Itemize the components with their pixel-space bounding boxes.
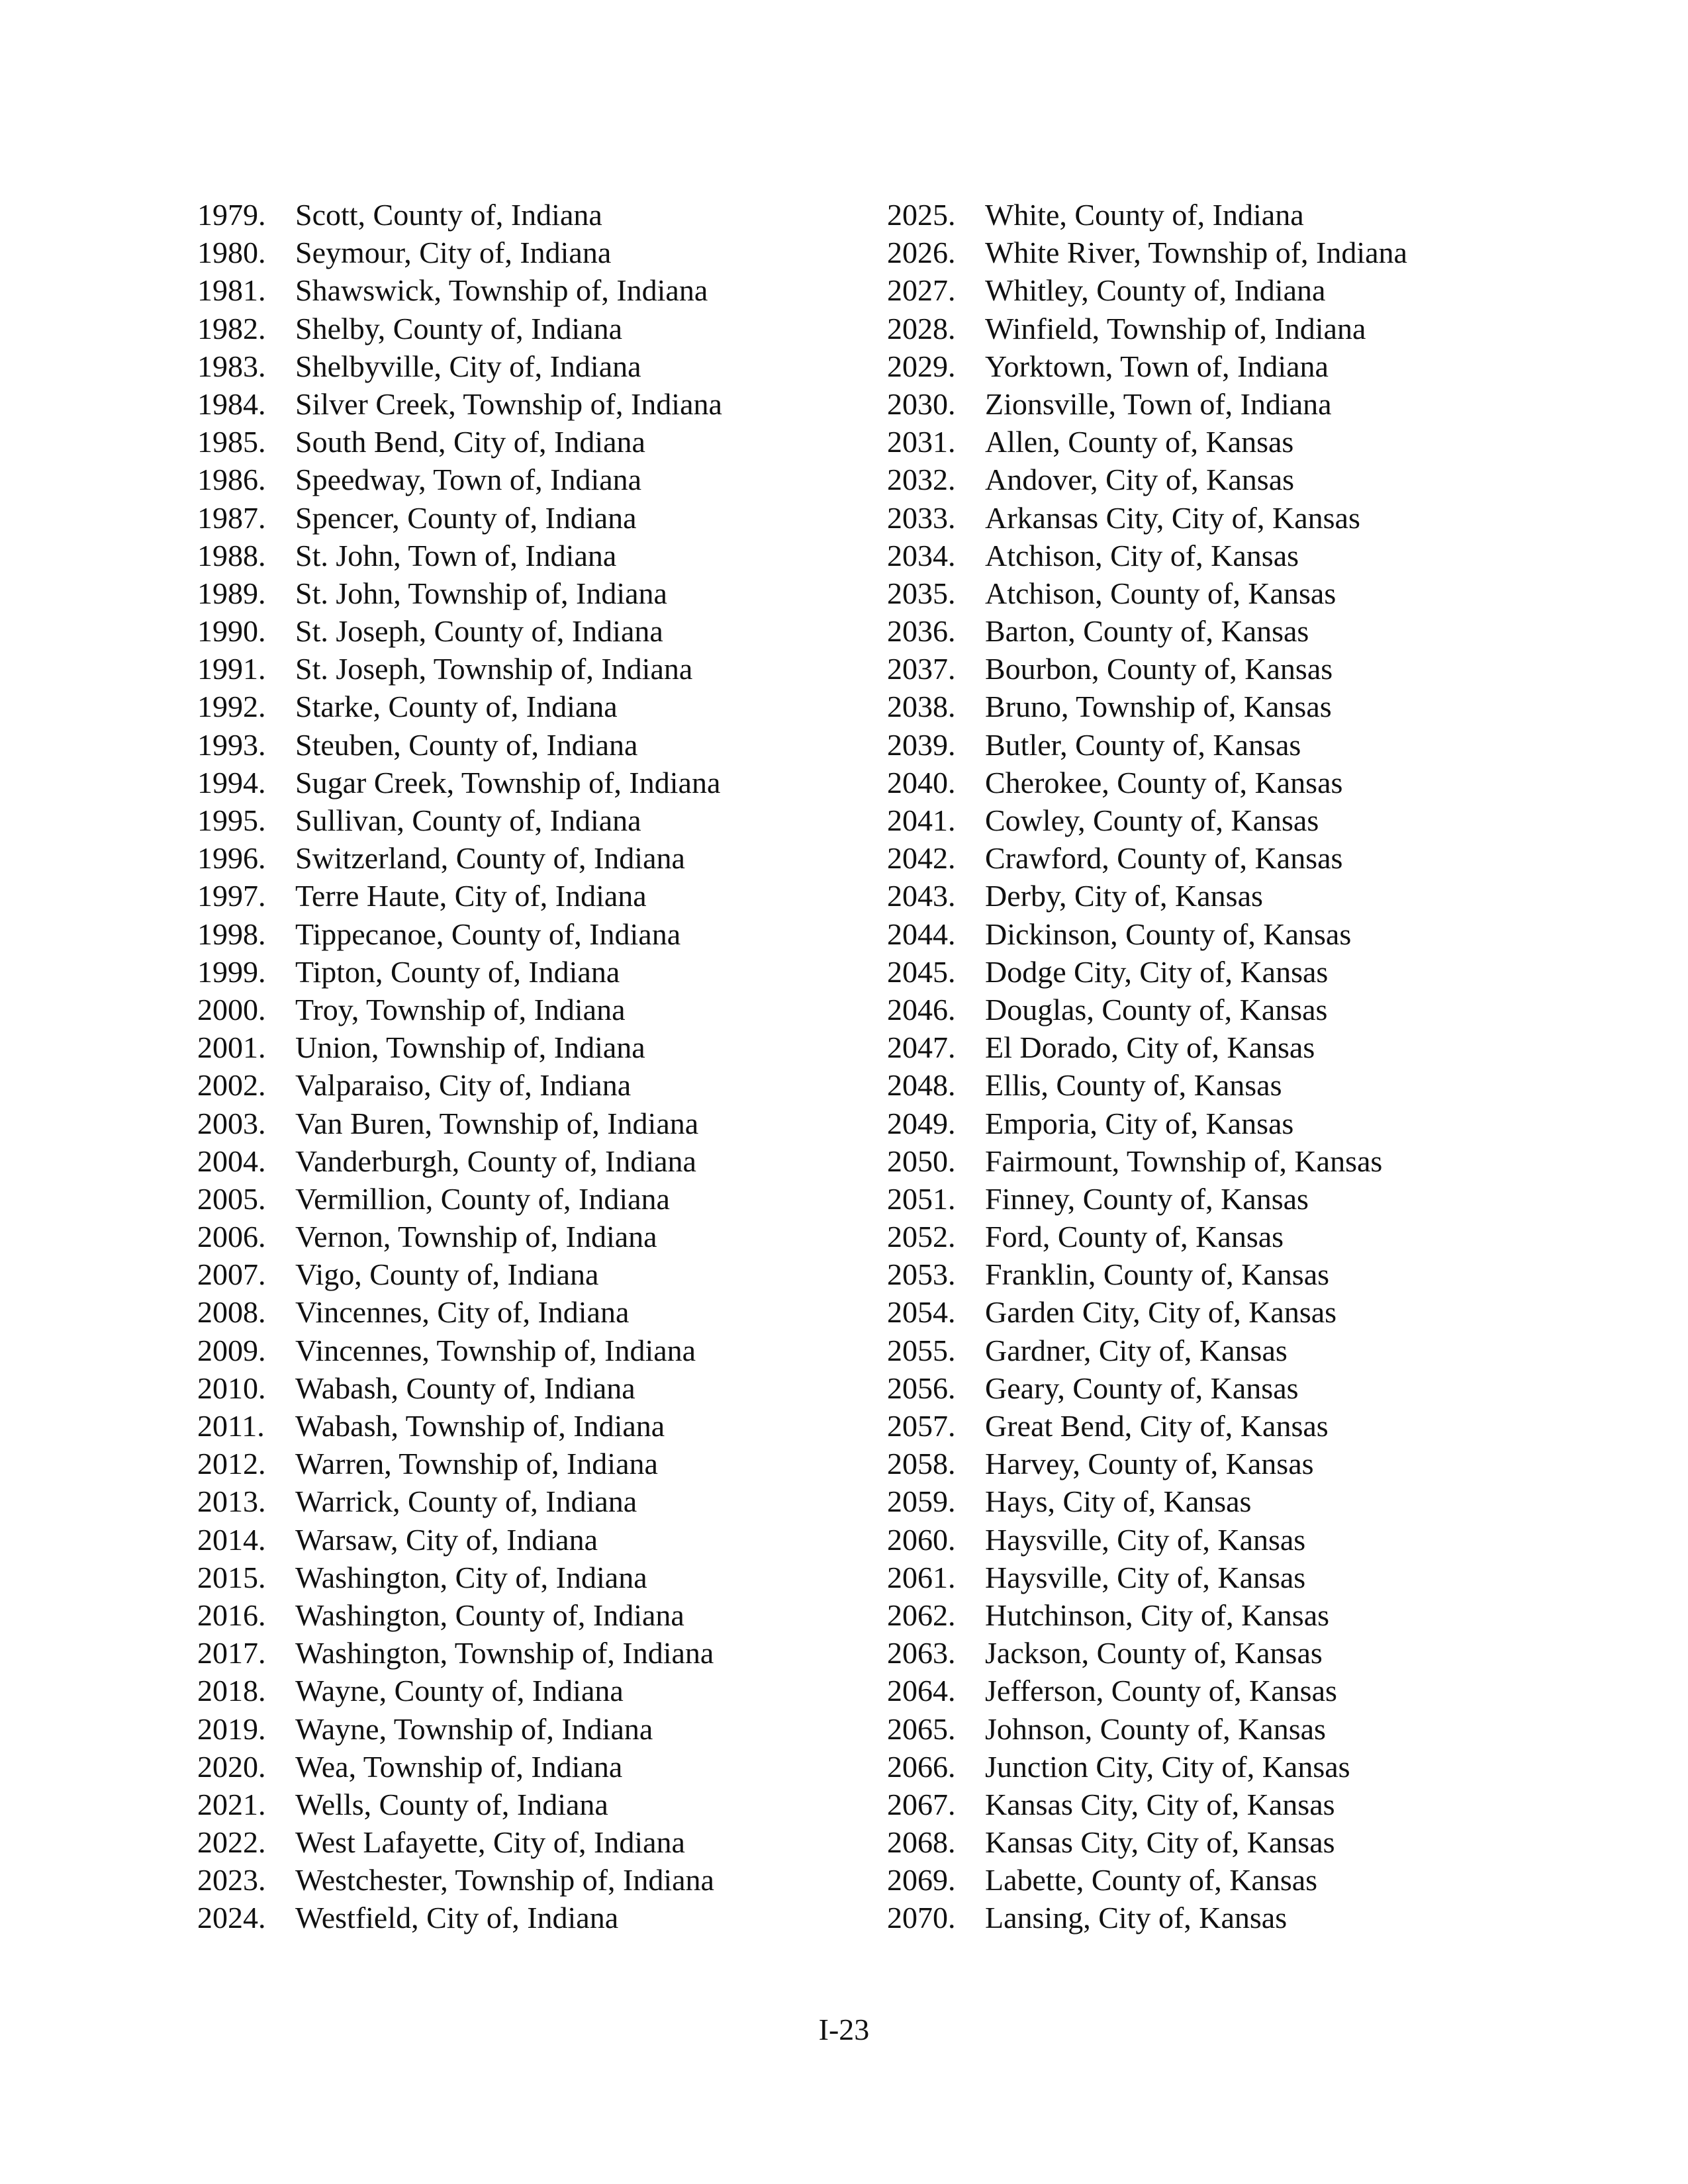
- list-item: [887, 801, 1407, 839]
- entry-name: Westfield, City of, Indiana: [295, 1901, 619, 1935]
- entry-number: 2017.: [197, 1636, 266, 1670]
- entry-name: Labette, County of, Kansas: [985, 1863, 1318, 1897]
- list-item: [887, 1786, 1407, 1823]
- entry-number: 2006.: [197, 1220, 266, 1254]
- entry-name: Wells, County of, Indiana: [295, 1787, 608, 1821]
- entry-name: Arkansas City, City of, Kansas: [985, 500, 1360, 535]
- list-item: [197, 423, 722, 461]
- entry-number: 2053.: [887, 1257, 956, 1292]
- list-item: [197, 1823, 722, 1861]
- entry-number: 2008.: [197, 1295, 266, 1330]
- list-item: [197, 1293, 722, 1331]
- list-item: [197, 1786, 722, 1823]
- entry-number: 1997.: [197, 879, 266, 913]
- entry-name: Shelbyville, City of, Indiana: [295, 349, 641, 383]
- list-item: [887, 953, 1407, 991]
- entry-number: 2021.: [197, 1787, 266, 1821]
- entry-name: Vermillion, County of, Indiana: [295, 1181, 670, 1216]
- entry-name: West Lafayette, City of, Indiana: [295, 1825, 685, 1860]
- entry-name: Sullivan, County of, Indiana: [295, 803, 641, 837]
- list-item: [197, 271, 722, 309]
- entry-name: Tipton, County of, Indiana: [295, 954, 620, 989]
- entry-number: 2007.: [197, 1257, 266, 1292]
- entry-name: Jefferson, County of, Kansas: [985, 1674, 1337, 1708]
- entry-number: 2051.: [887, 1181, 956, 1216]
- entry-name: Ellis, County of, Kansas: [985, 1068, 1282, 1103]
- entry-name: Seymour, City of, Indiana: [295, 236, 612, 270]
- list-item: [887, 1634, 1407, 1672]
- list-item: [197, 877, 722, 915]
- entry-name: Washington, County of, Indiana: [295, 1598, 684, 1632]
- list-item: [887, 1445, 1407, 1482]
- entry-number: 2058.: [887, 1447, 956, 1481]
- entry-number: 2044.: [887, 917, 956, 951]
- entry-name: St. John, Town of, Indiana: [295, 538, 617, 572]
- entry-name: Butler, County of, Kansas: [985, 727, 1301, 762]
- entry-number: 1991.: [197, 652, 266, 686]
- entry-name: Dodge City, City of, Kansas: [985, 954, 1329, 989]
- entry-name: Vincennes, City of, Indiana: [295, 1295, 630, 1330]
- entry-number: 2049.: [887, 1106, 956, 1140]
- entry-name: Vernon, Township of, Indiana: [295, 1220, 657, 1254]
- list-item: [197, 1218, 722, 1255]
- list-item: [197, 196, 722, 234]
- list-item: [887, 1180, 1407, 1218]
- entry-number: 2029.: [887, 349, 956, 383]
- entry-number: 2055.: [887, 1333, 956, 1367]
- entry-number: 2022.: [197, 1825, 266, 1860]
- entry-name: Barton, County of, Kansas: [985, 614, 1309, 649]
- list-item: [887, 991, 1407, 1028]
- entry-number: 2042.: [887, 841, 956, 876]
- entry-number: 2031.: [887, 425, 956, 459]
- list-item: [197, 726, 722, 764]
- entry-number: 2054.: [887, 1295, 956, 1330]
- entry-number: 1979.: [197, 198, 266, 232]
- entry-number: 1989.: [197, 576, 266, 610]
- list-item: [197, 234, 722, 271]
- left-entry-column: [197, 196, 722, 1937]
- list-item: [887, 726, 1407, 764]
- list-item: [887, 839, 1407, 877]
- entry-number: 1990.: [197, 614, 266, 649]
- entry-number: 2037.: [887, 652, 956, 686]
- entry-number: 2016.: [197, 1598, 266, 1632]
- entry-number: 1998.: [197, 917, 266, 951]
- entry-number: 2003.: [197, 1106, 266, 1140]
- entry-name: Valparaiso, City of, Indiana: [295, 1068, 632, 1103]
- list-item: [197, 1066, 722, 1104]
- entry-number: 1993.: [197, 727, 266, 762]
- list-item: [197, 1369, 722, 1407]
- list-item: [197, 1634, 722, 1672]
- list-item: [887, 461, 1407, 498]
- entry-number: 1995.: [197, 803, 266, 837]
- entry-name: Gardner, City of, Kansas: [985, 1333, 1288, 1367]
- entry-number: 1999.: [197, 954, 266, 989]
- entry-number: 2065.: [887, 1711, 956, 1746]
- entry-number: 2050.: [887, 1144, 956, 1178]
- entry-name: Scott, County of, Indiana: [295, 198, 602, 232]
- list-item: [197, 499, 722, 537]
- entry-number: 2013.: [197, 1484, 266, 1519]
- entry-number: 1988.: [197, 538, 266, 572]
- list-item: [197, 1142, 722, 1180]
- entry-number: 2010.: [197, 1371, 266, 1405]
- entry-name: Harvey, County of, Kansas: [985, 1447, 1314, 1481]
- list-item: [197, 385, 722, 423]
- entry-number: 2025.: [887, 198, 956, 232]
- list-item: [887, 877, 1407, 915]
- entry-name: Spencer, County of, Indiana: [295, 500, 637, 535]
- list-item: [197, 1332, 722, 1369]
- entry-name: Washington, Township of, Indiana: [295, 1636, 714, 1670]
- entry-name: Great Bend, City of, Kansas: [985, 1409, 1329, 1443]
- entry-name: Ford, County of, Kansas: [985, 1220, 1284, 1254]
- entry-name: Warrick, County of, Indiana: [295, 1484, 637, 1519]
- entry-name: Cowley, County of, Kansas: [985, 803, 1319, 837]
- list-item: [887, 1028, 1407, 1066]
- list-item: [197, 1861, 722, 1899]
- list-item: [197, 310, 722, 347]
- entry-number: 2011.: [197, 1409, 265, 1443]
- entry-name: Vincennes, Township of, Indiana: [295, 1333, 696, 1367]
- entry-name: Speedway, Town of, Indiana: [295, 463, 642, 497]
- list-item: [887, 650, 1407, 688]
- entry-name: Winfield, Township of, Indiana: [985, 311, 1366, 345]
- entry-number: 2059.: [887, 1484, 956, 1519]
- entry-number: 2060.: [887, 1522, 956, 1557]
- list-item: [197, 1180, 722, 1218]
- entry-number: 2004.: [197, 1144, 266, 1178]
- entry-number: 2048.: [887, 1068, 956, 1103]
- entry-name: Wea, Township of, Indiana: [295, 1749, 623, 1784]
- list-item: [887, 1521, 1407, 1559]
- list-item: [887, 1332, 1407, 1369]
- entry-name: Franklin, County of, Kansas: [985, 1257, 1330, 1292]
- entry-number: 2001.: [197, 1030, 266, 1065]
- list-item: [197, 915, 722, 953]
- list-item: [197, 1105, 722, 1142]
- entry-number: 2070.: [887, 1901, 956, 1935]
- entry-name: Haysville, City of, Kansas: [985, 1560, 1306, 1594]
- entry-number: 1994.: [197, 765, 266, 799]
- entry-name: Shawswick, Township of, Indiana: [295, 273, 708, 308]
- entry-name: Hays, City of, Kansas: [985, 1484, 1252, 1519]
- entry-name: Wayne, Township of, Indiana: [295, 1711, 653, 1746]
- list-item: [887, 1899, 1407, 1936]
- list-item: [197, 1559, 722, 1596]
- entry-number: 2069.: [887, 1863, 956, 1897]
- list-item: [197, 537, 722, 574]
- list-item: [887, 1218, 1407, 1255]
- entry-number: 2068.: [887, 1825, 956, 1860]
- list-item: [887, 1142, 1407, 1180]
- entry-name: Whitley, County of, Indiana: [985, 273, 1326, 308]
- entry-number: 1992.: [197, 690, 266, 724]
- list-item: [197, 953, 722, 991]
- list-item: [887, 915, 1407, 953]
- entry-name: Vigo, County of, Indiana: [295, 1257, 599, 1292]
- list-item: [887, 1066, 1407, 1104]
- entry-name: Jackson, County of, Kansas: [985, 1636, 1323, 1670]
- list-item: [887, 1293, 1407, 1331]
- entry-number: 1983.: [197, 349, 266, 383]
- entry-number: 2024.: [197, 1901, 266, 1935]
- list-item: [887, 612, 1407, 650]
- entry-number: 2015.: [197, 1560, 266, 1594]
- entry-name: Bourbon, County of, Kansas: [985, 652, 1333, 686]
- list-item: [887, 310, 1407, 347]
- entry-name: Allen, County of, Kansas: [985, 425, 1294, 459]
- list-item: [887, 537, 1407, 574]
- list-item: [887, 1255, 1407, 1293]
- entry-number: 2030.: [887, 387, 956, 421]
- entry-name: Fairmount, Township of, Kansas: [985, 1144, 1383, 1178]
- entry-number: 2027.: [887, 273, 956, 308]
- entry-name: Garden City, City of, Kansas: [985, 1295, 1337, 1330]
- entry-name: Washington, City of, Indiana: [295, 1560, 647, 1594]
- entry-name: Silver Creek, Township of, Indiana: [295, 387, 722, 421]
- list-item: [887, 1861, 1407, 1899]
- list-item: [887, 1672, 1407, 1709]
- entry-number: 1984.: [197, 387, 266, 421]
- entry-number: 1985.: [197, 425, 266, 459]
- list-item: [887, 423, 1407, 461]
- entry-number: 2040.: [887, 765, 956, 799]
- list-item: [887, 1596, 1407, 1634]
- list-item: [887, 1369, 1407, 1407]
- entry-number: 1986.: [197, 463, 266, 497]
- entry-name: Emporia, City of, Kansas: [985, 1106, 1294, 1140]
- list-item: [887, 1482, 1407, 1520]
- entry-number: 2057.: [887, 1409, 956, 1443]
- list-item: [887, 1407, 1407, 1445]
- page-number: I-23: [818, 2013, 870, 2046]
- list-item: [197, 1482, 722, 1520]
- entry-number: 1980.: [197, 236, 266, 270]
- entry-name: Atchison, City of, Kansas: [985, 538, 1299, 572]
- entry-number: 2036.: [887, 614, 956, 649]
- entry-name: Sugar Creek, Township of, Indiana: [295, 765, 721, 799]
- entry-number: 1996.: [197, 841, 266, 876]
- entry-name: Lansing, City of, Kansas: [985, 1901, 1288, 1935]
- entry-name: Junction City, City of, Kansas: [985, 1749, 1350, 1784]
- entry-name: Warren, Township of, Indiana: [295, 1447, 658, 1481]
- list-item: [197, 991, 722, 1028]
- entry-name: Haysville, City of, Kansas: [985, 1522, 1306, 1557]
- entry-name: Van Buren, Township of, Indiana: [295, 1106, 699, 1140]
- entry-name: Douglas, County of, Kansas: [985, 992, 1328, 1026]
- entry-number: 2034.: [887, 538, 956, 572]
- entry-number: 2032.: [887, 463, 956, 497]
- entry-name: Atchison, County of, Kansas: [985, 576, 1336, 610]
- entry-number: 2002.: [197, 1068, 266, 1103]
- list-item: [197, 574, 722, 612]
- entry-name: Derby, City of, Kansas: [985, 879, 1263, 913]
- list-item: [887, 385, 1407, 423]
- entry-name: St. John, Township of, Indiana: [295, 576, 667, 610]
- entry-name: Wabash, Township of, Indiana: [295, 1409, 665, 1443]
- entry-number: 2056.: [887, 1371, 956, 1405]
- list-item: [197, 839, 722, 877]
- entry-name: Switzerland, County of, Indiana: [295, 841, 685, 876]
- entry-name: St. Joseph, County of, Indiana: [295, 614, 663, 649]
- entry-name: Warsaw, City of, Indiana: [295, 1522, 598, 1557]
- entry-number: 2014.: [197, 1522, 266, 1557]
- entry-number: 2066.: [887, 1749, 956, 1784]
- list-item: [197, 612, 722, 650]
- entry-name: Steuben, County of, Indiana: [295, 727, 638, 762]
- entry-number: 2046.: [887, 992, 956, 1026]
- entry-number: 2012.: [197, 1447, 266, 1481]
- entry-number: 2023.: [197, 1863, 266, 1897]
- entry-number: 2039.: [887, 727, 956, 762]
- entry-number: 2033.: [887, 500, 956, 535]
- entry-name: Finney, County of, Kansas: [985, 1181, 1309, 1216]
- list-item: [887, 271, 1407, 309]
- list-item: [197, 1255, 722, 1293]
- entry-number: 2005.: [197, 1181, 266, 1216]
- list-item: [887, 499, 1407, 537]
- list-item: [887, 1559, 1407, 1596]
- list-item: [887, 688, 1407, 725]
- entry-name: Troy, Township of, Indiana: [295, 992, 626, 1026]
- list-item: [197, 1407, 722, 1445]
- entry-name: Geary, County of, Kansas: [985, 1371, 1299, 1405]
- entry-number: 2035.: [887, 576, 956, 610]
- entry-number: 2047.: [887, 1030, 956, 1065]
- entry-name: Cherokee, County of, Kansas: [985, 765, 1343, 799]
- entry-number: 1982.: [197, 311, 266, 345]
- entry-name: Crawford, County of, Kansas: [985, 841, 1343, 876]
- entry-name: White, County of, Indiana: [985, 198, 1304, 232]
- entry-number: 2043.: [887, 879, 956, 913]
- entry-name: Wabash, County of, Indiana: [295, 1371, 635, 1405]
- entry-number: 2026.: [887, 236, 956, 270]
- entry-number: 2020.: [197, 1749, 266, 1784]
- list-item: [197, 1899, 722, 1936]
- entry-number: 2038.: [887, 690, 956, 724]
- entry-name: Vanderburgh, County of, Indiana: [295, 1144, 696, 1178]
- list-item: [887, 234, 1407, 271]
- list-item: [197, 650, 722, 688]
- entry-number: 2041.: [887, 803, 956, 837]
- list-item: [887, 1710, 1407, 1748]
- entry-number: 2052.: [887, 1220, 956, 1254]
- right-entry-column: [887, 196, 1407, 1937]
- list-item: [887, 574, 1407, 612]
- entry-number: 2000.: [197, 992, 266, 1026]
- entry-name: South Bend, City of, Indiana: [295, 425, 645, 459]
- entry-number: 2067.: [887, 1787, 956, 1821]
- entry-name: White River, Township of, Indiana: [985, 236, 1407, 270]
- entry-name: Kansas City, City of, Kansas: [985, 1825, 1335, 1860]
- entry-name: El Dorado, City of, Kansas: [985, 1030, 1315, 1065]
- entry-number: 2009.: [197, 1333, 266, 1367]
- list-item: [887, 1105, 1407, 1142]
- list-item: [197, 461, 722, 498]
- list-item: [887, 196, 1407, 234]
- entry-name: Kansas City, City of, Kansas: [985, 1787, 1335, 1821]
- entry-number: 2028.: [887, 311, 956, 345]
- entry-number: 2019.: [197, 1711, 266, 1746]
- list-item: [887, 347, 1407, 385]
- list-item: [887, 1748, 1407, 1786]
- list-item: [197, 1445, 722, 1482]
- entry-name: Westchester, Township of, Indiana: [295, 1863, 714, 1897]
- entry-number: 2045.: [887, 954, 956, 989]
- entry-name: Union, Township of, Indiana: [295, 1030, 645, 1065]
- entry-number: 2018.: [197, 1674, 266, 1708]
- entry-name: Tippecanoe, County of, Indiana: [295, 917, 681, 951]
- list-item: [197, 801, 722, 839]
- list-item: [197, 1710, 722, 1748]
- entry-name: Andover, City of, Kansas: [985, 463, 1295, 497]
- entry-name: Starke, County of, Indiana: [295, 690, 618, 724]
- entry-name: Wayne, County of, Indiana: [295, 1674, 624, 1708]
- list-item: [197, 1748, 722, 1786]
- entry-name: Terre Haute, City of, Indiana: [295, 879, 647, 913]
- list-item: [197, 764, 722, 801]
- entry-name: Dickinson, County of, Kansas: [985, 917, 1352, 951]
- list-item: [887, 1823, 1407, 1861]
- entry-name: St. Joseph, Township of, Indiana: [295, 652, 693, 686]
- list-item: [197, 347, 722, 385]
- entry-number: 2062.: [887, 1598, 956, 1632]
- entry-name: Johnson, County of, Kansas: [985, 1711, 1326, 1746]
- entry-number: 2064.: [887, 1674, 956, 1708]
- list-item: [197, 1521, 722, 1559]
- entry-name: Shelby, County of, Indiana: [295, 311, 623, 345]
- entry-name: Yorktown, Town of, Indiana: [985, 349, 1329, 383]
- list-item: [887, 764, 1407, 801]
- list-item: [197, 1028, 722, 1066]
- entry-name: Bruno, Township of, Kansas: [985, 690, 1332, 724]
- entry-name: Zionsville, Town of, Indiana: [985, 387, 1332, 421]
- entry-number: 1981.: [197, 273, 266, 308]
- list-item: [197, 688, 722, 725]
- list-item: [197, 1596, 722, 1634]
- list-item: [197, 1672, 722, 1709]
- entry-name: Hutchinson, City of, Kansas: [985, 1598, 1330, 1632]
- entry-number: 2061.: [887, 1560, 956, 1594]
- entry-number: 1987.: [197, 500, 266, 535]
- entry-number: 2063.: [887, 1636, 956, 1670]
